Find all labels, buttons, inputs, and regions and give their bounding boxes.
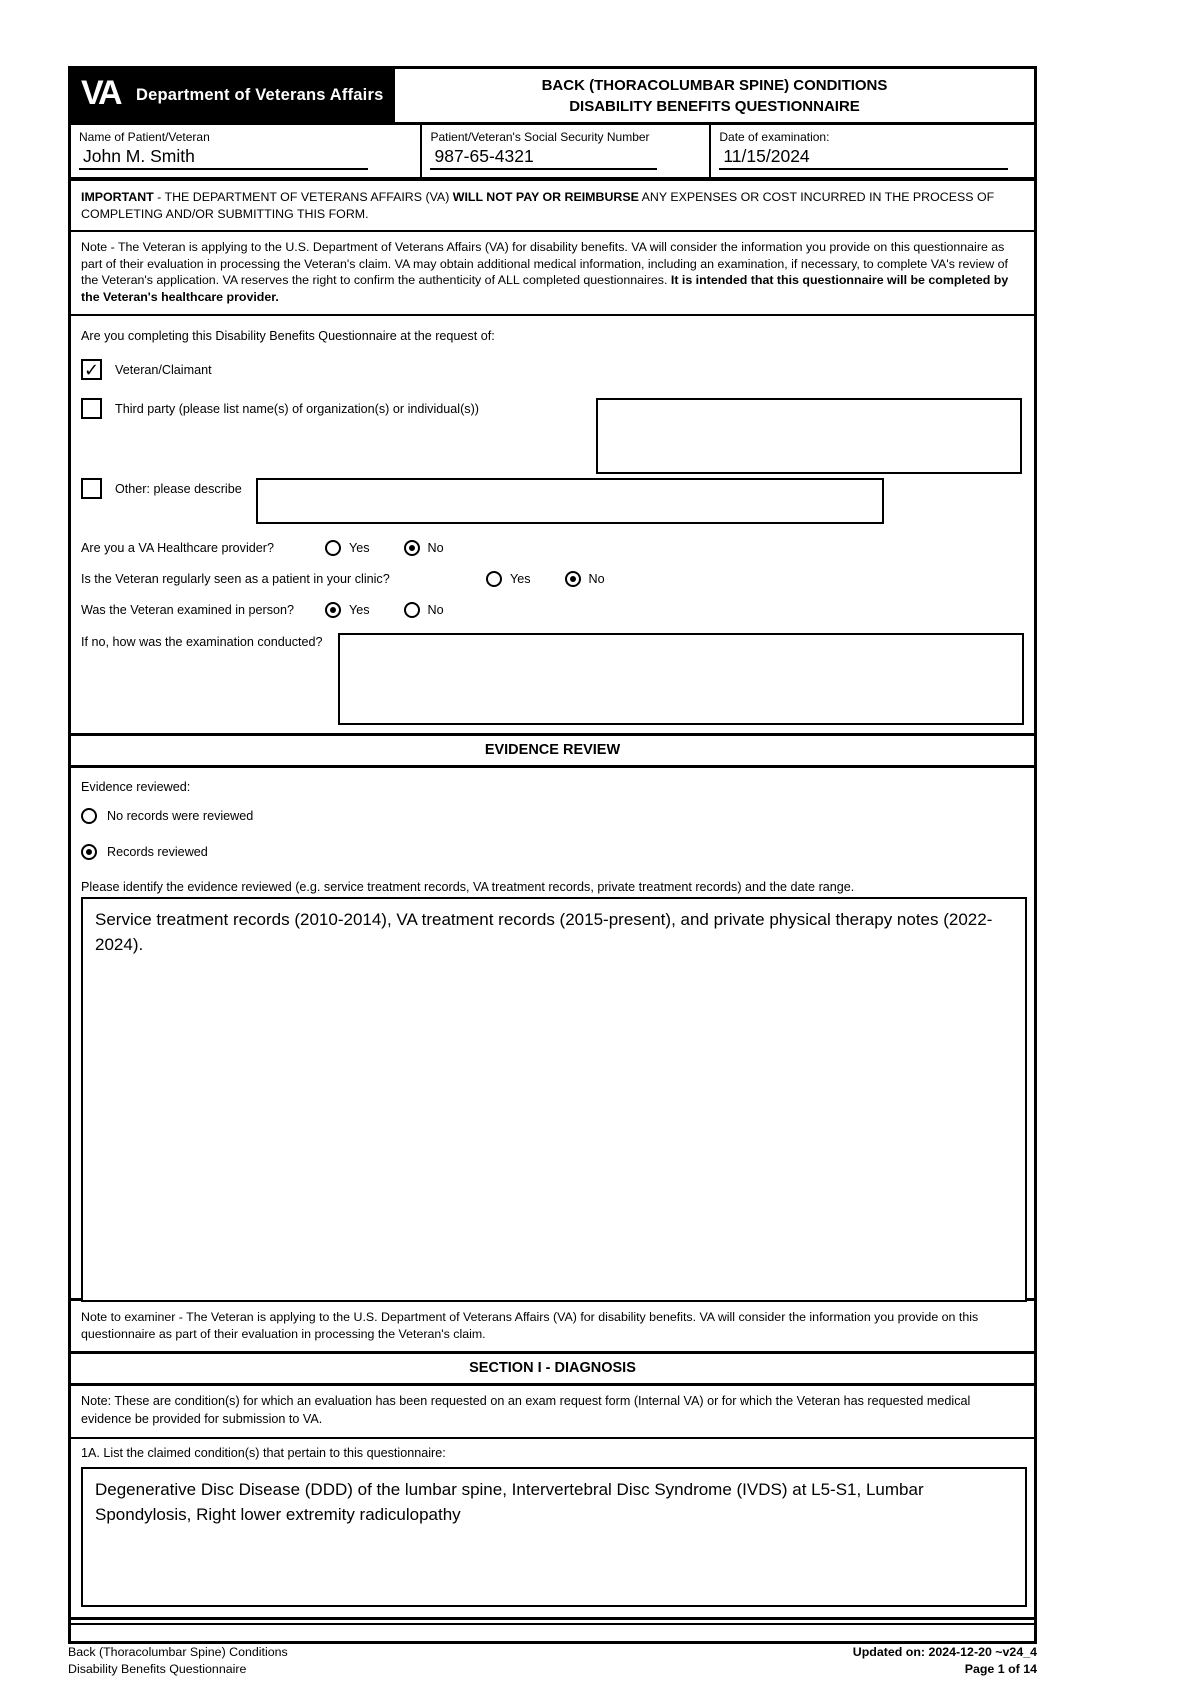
svg-text:A: A (98, 74, 123, 112)
footer-version-page (853, 1644, 1037, 1677)
form-title (395, 69, 1034, 122)
other-checkbox[interactable] (81, 478, 102, 499)
examined-yes-radio[interactable] (325, 602, 341, 618)
exam-date-label: Date of examination: (719, 130, 830, 144)
third-party-detail-input[interactable] (596, 398, 1022, 474)
patient-ssn-field[interactable]: 987-65-4321 (430, 144, 657, 170)
footer-page-number: Page 1 of 14 (964, 1661, 1037, 1676)
option-veteran-claimant (81, 359, 1024, 380)
examined-yes-label: Yes (349, 603, 370, 618)
examined-no-radio[interactable] (404, 602, 420, 618)
form-title-line2: DISABILITY BENEFITS QUESTIONNAIRE (569, 97, 860, 115)
bottom-divider (71, 1617, 1034, 1625)
page-footer (68, 1644, 1037, 1677)
question-1a (71, 1439, 1034, 1617)
veteran-claimant-checkbox[interactable]: ✓ (81, 359, 102, 380)
evidence-section (71, 768, 1034, 1301)
va-seal-icon (81, 73, 127, 118)
patient-name-field[interactable]: John M. Smith (79, 144, 368, 170)
records-reviewed-label: Records reviewed (107, 845, 208, 860)
records-reviewed-radio[interactable] (81, 844, 97, 860)
patient-name-cell (71, 125, 422, 177)
no-records-label: No records were reviewed (107, 809, 254, 824)
option-records-reviewed (81, 844, 1024, 860)
exam-method-input[interactable] (338, 633, 1024, 725)
question-1a-label: 1A. List the claimed condition(s) that pertain to this questionnaire: (81, 1446, 446, 1461)
svg-text:V: V (81, 74, 104, 112)
question-regular-patient (81, 571, 1024, 587)
exam-method-label: If no, how was the examination conducted? (81, 635, 323, 650)
va-provider-no-label: No (427, 541, 444, 556)
patient-name-label: Name of Patient/Veteran (79, 130, 210, 144)
other-label: Other: please describe (115, 482, 242, 497)
no-records-radio[interactable] (81, 808, 97, 824)
regular-patient-yes-label: Yes (510, 572, 531, 587)
form-header (71, 69, 1034, 125)
va-provider-question: Are you a VA Healthcare provider? (81, 541, 274, 556)
regular-patient-no-label: No (588, 572, 605, 587)
third-party-checkbox[interactable] (81, 398, 102, 419)
patient-info-row (71, 125, 1034, 181)
va-logo-block (71, 69, 395, 122)
question-1a-input[interactable]: Degenerative Disc Disease (DDD) of the lumbar spine, Intervertebral Disc Syndrome (IVDS) at L5-S1, Lumbar Spondylosis, Right lower extremity radiculopathy (81, 1467, 1027, 1607)
veteran-claimant-label: Veteran/Claimant (115, 363, 212, 378)
question-exam-method (81, 633, 1024, 725)
evidence-review-header: EVIDENCE REVIEW (71, 736, 1034, 768)
exam-date-field[interactable]: 11/15/2024 (719, 144, 1008, 170)
footer-updated-on: Updated on: 2024-12-20 ~v24_4 (852, 1645, 1037, 1659)
va-provider-yes-radio[interactable] (325, 540, 341, 556)
evidence-identify-label: Please identify the evidence reviewed (e.g. service treatment records, VA treatment records, private treatment records) and the date range. (81, 880, 855, 895)
footer-form-name: Back (Thoracolumbar Spine) Conditions Disability Benefits Questionnaire (68, 1645, 288, 1676)
intro-note: Note - The Veteran is applying to the U.S. Department of Veterans Affairs (VA) for disability benefits. VA will consider the information you provide on this questionnaire as part of their evaluation in processing the Veteran's claim. VA may obtain additional medical information, including an examination, if necessary, to complete VA's review of the Veteran's application. VA reserves the right to confirm the authenticity of ALL completed questionnaires. It is intended that this questionnaire will be completed by the Veteran's healthcare provider. (71, 232, 1034, 316)
request-section (71, 316, 1034, 736)
exam-date-cell (711, 125, 1034, 177)
evidence-reviewed-label: Evidence reviewed: (81, 780, 191, 795)
third-party-label: Third party (please list name(s) of organization(s) or individual(s)) (115, 402, 479, 417)
section1-header: SECTION I - DIAGNOSIS (71, 1354, 1034, 1386)
regular-patient-no-radio[interactable] (565, 571, 581, 587)
patient-ssn-cell (422, 125, 711, 177)
patient-ssn-label: Patient/Veteran's Social Security Number (430, 130, 650, 144)
va-provider-yes-label: Yes (349, 541, 370, 556)
examiner-note: Note to examiner - The Veteran is applying to the U.S. Department of Veterans Affairs (VA) for disability benefits. VA will consider the information you provide on this questionnaire as part of their evaluation in processing the Veteran's claim. (71, 1301, 1034, 1353)
option-third-party (81, 398, 1024, 474)
agency-name: Department of Veterans Affairs (136, 86, 384, 104)
regular-patient-yes-radio[interactable] (486, 571, 502, 587)
examined-no-label: No (427, 603, 444, 618)
evidence-identify-input[interactable]: Service treatment records (2010-2014), VA treatment records (2015-present), and private physical therapy notes (2022-2024). (81, 897, 1027, 1302)
form-title-line1: BACK (THORACOLUMBAR SPINE) CONDITIONS (541, 76, 888, 94)
section1-note: Note: These are condition(s) for which an evaluation has been requested on an exam request form (Internal VA) or for which the Veteran has requested medical evidence be provided for submission to VA. (71, 1386, 1034, 1439)
important-notice: IMPORTANT - THE DEPARTMENT OF VETERANS AFFAIRS (VA) WILL NOT PAY OR REIMBURSE ANY EXPENSES OR COST INCURRED IN THE PROCESS OF COMPLETING AND/OR SUBMITTING THIS FORM. (71, 181, 1034, 232)
examined-question: Was the Veteran examined in person? (81, 603, 295, 618)
question-va-provider (81, 540, 1024, 556)
va-provider-no-radio[interactable] (404, 540, 420, 556)
option-no-records (81, 808, 1024, 824)
option-other (81, 478, 1024, 524)
question-examined-in-person (81, 602, 1024, 618)
empty-bottom-row (71, 1625, 1034, 1641)
dbq-form (68, 66, 1037, 1644)
other-detail-input[interactable] (256, 478, 884, 524)
regular-patient-question: Is the Veteran regularly seen as a patient in your clinic? (81, 572, 390, 587)
important-word: IMPORTANT (81, 190, 154, 204)
request-question: Are you completing this Disability Benefits Questionnaire at the request of: (81, 329, 495, 344)
